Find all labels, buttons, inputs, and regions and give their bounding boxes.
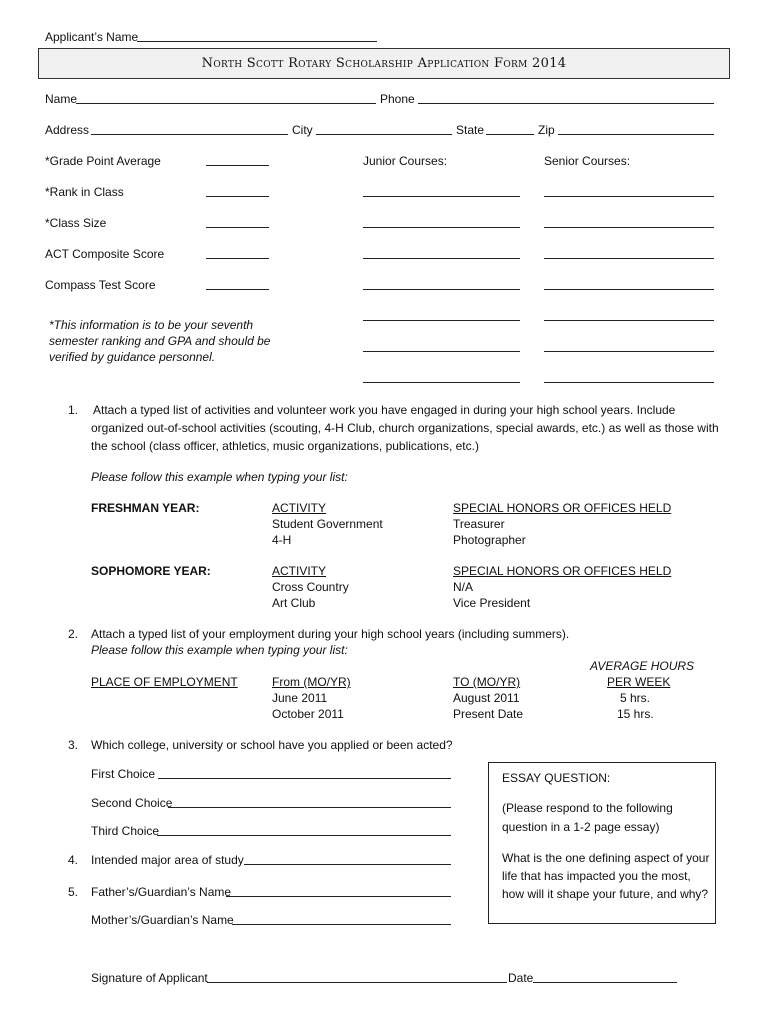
city-label: City [292, 123, 313, 137]
freshman-year-label: FRESHMAN YEAR: [91, 501, 200, 515]
second-choice-field[interactable] [168, 807, 451, 808]
city-field[interactable] [316, 134, 452, 135]
third-choice-field[interactable] [157, 835, 451, 836]
sophomore-year-label: SOPHOMORE YEAR: [91, 564, 211, 578]
honors-header: SPECIAL HONORS OR OFFICES HELD [453, 564, 672, 578]
senior-course-field[interactable] [544, 382, 714, 383]
senior-course-field[interactable] [544, 320, 714, 321]
date-field[interactable] [533, 982, 677, 983]
activity-header: ACTIVITY [272, 501, 327, 515]
rank-label: *Rank in Class [45, 185, 124, 199]
signature-field[interactable] [207, 982, 507, 983]
essay-instruction: question in a 1-2 page essay) [502, 820, 660, 834]
address-label: Address [45, 123, 90, 137]
essay-instruction: (Please respond to the following [502, 801, 673, 815]
junior-courses-label: Junior Courses: [363, 154, 448, 168]
date-label: Date [508, 971, 534, 985]
from-value: June 2011 [272, 691, 328, 705]
honors-header: SPECIAL HONORS OR OFFICES HELD [453, 501, 672, 515]
essay-question: how will it shape your future, and why? [502, 887, 709, 901]
senior-course-field[interactable] [544, 289, 714, 290]
item-number: 1. [68, 403, 79, 417]
zip-field[interactable] [558, 134, 714, 135]
honor-value: Photographer [453, 533, 526, 547]
item-number: 2. [68, 627, 79, 641]
name-field[interactable] [76, 103, 376, 104]
item1-text: Attach a typed list of activities and volunteer work you have engaged in during your high school years. Include organized out-of-school activities (scouting, 4-H Club, church organizations, special awards, etc.) as well as those with the school (class officer, athletics, music organizations, publications, etc.) [91, 403, 719, 453]
activity-value: Cross Country [272, 580, 349, 594]
address-field[interactable] [91, 134, 288, 135]
signature-label: Signature of Applicant [91, 971, 208, 985]
form-title: North Scott Rotary Scholarship Application Form 2014 [201, 56, 567, 71]
compass-field[interactable] [206, 289, 269, 290]
act-field[interactable] [206, 258, 269, 259]
essay-question-box [488, 762, 716, 924]
first-choice-label: First Choice [91, 767, 156, 781]
second-choice-label: Second Choice [91, 796, 173, 810]
junior-course-field[interactable] [363, 227, 520, 228]
state-field[interactable] [486, 134, 534, 135]
phone-field[interactable] [418, 103, 714, 104]
class-size-field[interactable] [206, 227, 269, 228]
mother-label: Mother’s/Guardian’s Name [91, 913, 234, 927]
father-field[interactable] [226, 896, 451, 897]
father-label: Father’s/Guardian’s Name [91, 885, 232, 899]
note-line: verified by guidance personnel. [49, 350, 216, 364]
note-line: *This information is to be your seventh [49, 318, 254, 332]
item2-text: Attach a typed list of your employment during your high school years (including summers). [91, 627, 570, 641]
item-number: 4. [68, 853, 79, 867]
compass-label: Compass Test Score [45, 278, 156, 292]
applicants-name-field[interactable] [137, 41, 377, 42]
phone-label: Phone [380, 92, 415, 106]
major-field[interactable] [244, 864, 451, 865]
gpa-field[interactable] [206, 165, 269, 166]
honor-value: Vice President [453, 596, 531, 610]
third-choice-label: Third Choice [91, 824, 160, 838]
essay-question: What is the one defining aspect of your [502, 851, 710, 865]
senior-course-field[interactable] [544, 227, 714, 228]
junior-course-field[interactable] [363, 351, 520, 352]
state-label: State [456, 123, 485, 137]
example-label: Please follow this example when typing your list: [91, 470, 348, 484]
from-header: From (MO/YR) [272, 675, 351, 689]
senior-course-field[interactable] [544, 196, 714, 197]
place-header: PLACE OF EMPLOYMENT [91, 675, 238, 689]
junior-course-field[interactable] [363, 258, 520, 259]
average-hours-label: AVERAGE HOURS [590, 659, 695, 673]
name-label: Name [45, 92, 78, 106]
senior-course-field[interactable] [544, 351, 714, 352]
example-label: Please follow this example when typing your list: [91, 643, 348, 657]
senior-courses-label: Senior Courses: [544, 154, 631, 168]
class-size-label: *Class Size [45, 216, 107, 230]
act-label: ACT Composite Score [45, 247, 165, 261]
rank-field[interactable] [206, 196, 269, 197]
honor-value: N/A [453, 580, 474, 594]
activity-value: 4-H [272, 533, 292, 547]
form-title-box [38, 48, 730, 79]
item3-text: Which college, university or school have you applied or been acted? [91, 738, 453, 752]
junior-course-field[interactable] [363, 289, 520, 290]
activity-header: ACTIVITY [272, 564, 327, 578]
item-number: 3. [68, 738, 79, 752]
from-value: October 2011 [272, 707, 344, 721]
essay-heading: ESSAY QUESTION: [502, 771, 611, 785]
senior-course-field[interactable] [544, 258, 714, 259]
junior-course-field[interactable] [363, 196, 520, 197]
hours-value: 5 hrs. [620, 691, 651, 705]
gpa-label: *Grade Point Average [45, 154, 161, 168]
activity-value: Student Government [272, 517, 383, 531]
junior-course-field[interactable] [363, 320, 520, 321]
activity-value: Art Club [272, 596, 316, 610]
junior-course-field[interactable] [363, 382, 520, 383]
mother-field[interactable] [232, 924, 451, 925]
item-number: 5. [68, 885, 79, 899]
applicants-name-label: Applicant’s Name [45, 30, 139, 44]
first-choice-field[interactable] [158, 778, 451, 779]
honor-value: Treasurer [453, 517, 505, 531]
to-value: August 2011 [453, 691, 520, 705]
note-line: semester ranking and GPA and should be [49, 334, 271, 348]
per-week-header: PER WEEK [607, 675, 671, 689]
zip-label: Zip [538, 123, 555, 137]
hours-value: 15 hrs. [617, 707, 654, 721]
to-header: TO (MO/YR) [453, 675, 521, 689]
essay-question: life that has impacted you the most, [502, 869, 691, 883]
to-value: Present Date [453, 707, 524, 721]
item4-text: Intended major area of study [91, 853, 244, 867]
